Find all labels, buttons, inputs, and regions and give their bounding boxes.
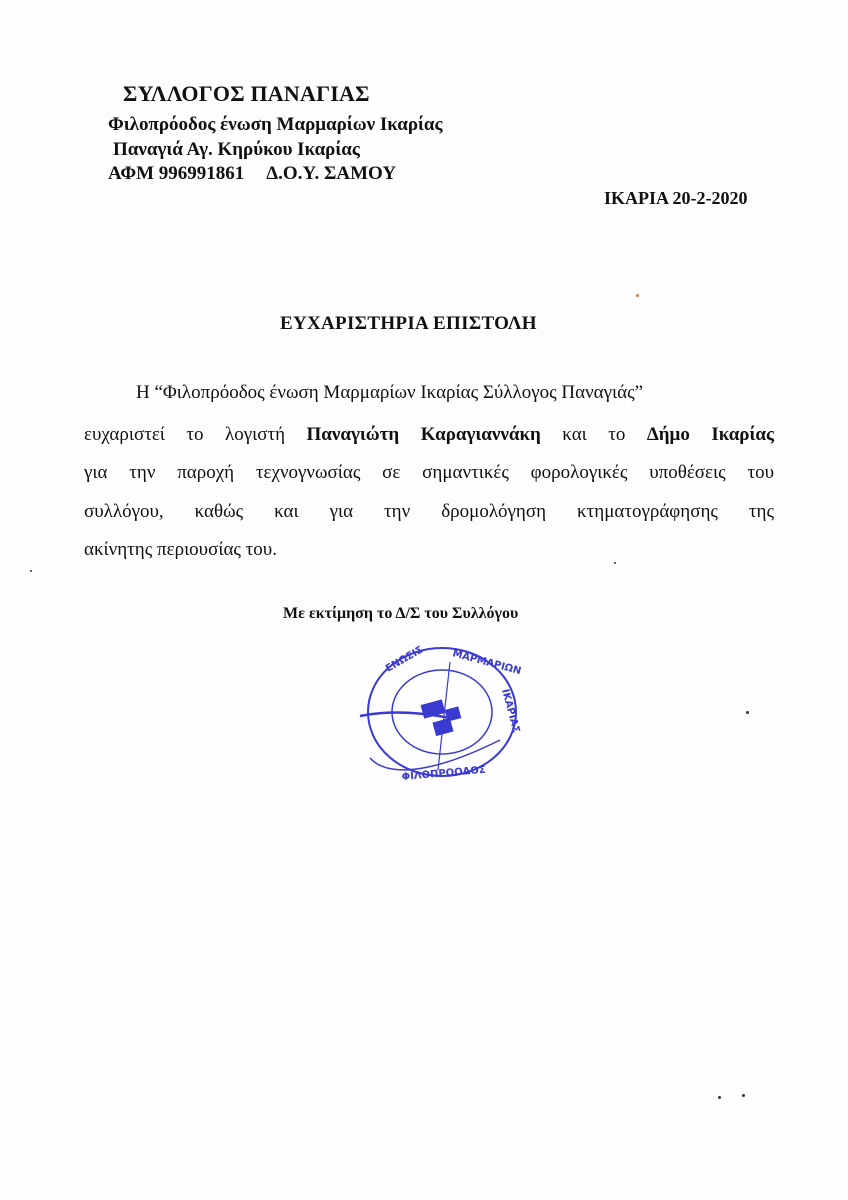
paper-speck [614,562,616,564]
tax-id: ΑΦΜ 996991861 [108,163,245,184]
paper-speck [30,570,32,572]
paper-speck [742,1094,745,1097]
organization-address: Παναγιά Αγ. Κηρύκου Ικαρίας [113,139,360,160]
svg-text:ΜΑΡΜΑΡΙΩΝ: ΜΑΡΜΑΡΙΩΝ [451,648,523,678]
stamp-seal-icon [350,640,530,790]
body-text: και το [562,424,626,445]
paper-speck [746,711,749,714]
body-line-3: για την παροχή τεχνογνωσίας σε σημαντικές φορολογικές υποθέσεις του [84,462,774,483]
svg-text:ΙΚΑΡΙΑΣ: ΙΚΑΡΙΑΣ [499,687,522,735]
body-text: ευχαριστεί το λογιστή [84,424,286,445]
tax-office: Δ.Ο.Υ. ΣΑΜΟΥ [266,163,397,184]
svg-text:ΦΙΛΟΠΡΟΟΔΟΣ: ΦΙΛΟΠΡΟΟΔΟΣ [401,764,487,783]
association-stamp [350,640,530,790]
body-line-5: ακίνητης περιουσίας του. [84,539,277,560]
paper-speck [636,294,639,297]
body-line-4: συλλόγου, καθώς και για την δρομολόγηση κτηματογράφησης της [84,501,774,522]
organization-tax-line [108,163,396,185]
closing-line: Με εκτίμηση το Δ/Σ του Συλλόγου [283,605,519,622]
svg-text:ΕΝΩΣΙΣ: ΕΝΩΣΙΣ [384,644,426,675]
accountant-name: Παναγιώτη Καραγιαννάκη [306,424,541,445]
body-line-1: Η “Φιλοπρόοδος ένωση Μαρμαρίων Ικαρίας Σύλλογος Παναγιάς” [136,382,644,403]
paper-speck [718,1096,721,1099]
body-line-2 [84,424,774,446]
organization-subtitle: Φιλοπρόοδος ένωση Μαρμαρίων Ικαρίας [108,114,443,135]
date-line: ΙΚΑΡΙΑ 20-2-2020 [604,188,748,208]
organization-name: ΣΥΛΛΟΓΟΣ ΠΑΝΑΓΙΑΣ [123,81,370,106]
letter-title: ΕΥΧΑΡΙΣΤΗΡΙΑ ΕΠΙΣΤΟΛΗ [280,313,537,334]
municipality-name: Δήμο Ικαρίας [646,424,774,445]
